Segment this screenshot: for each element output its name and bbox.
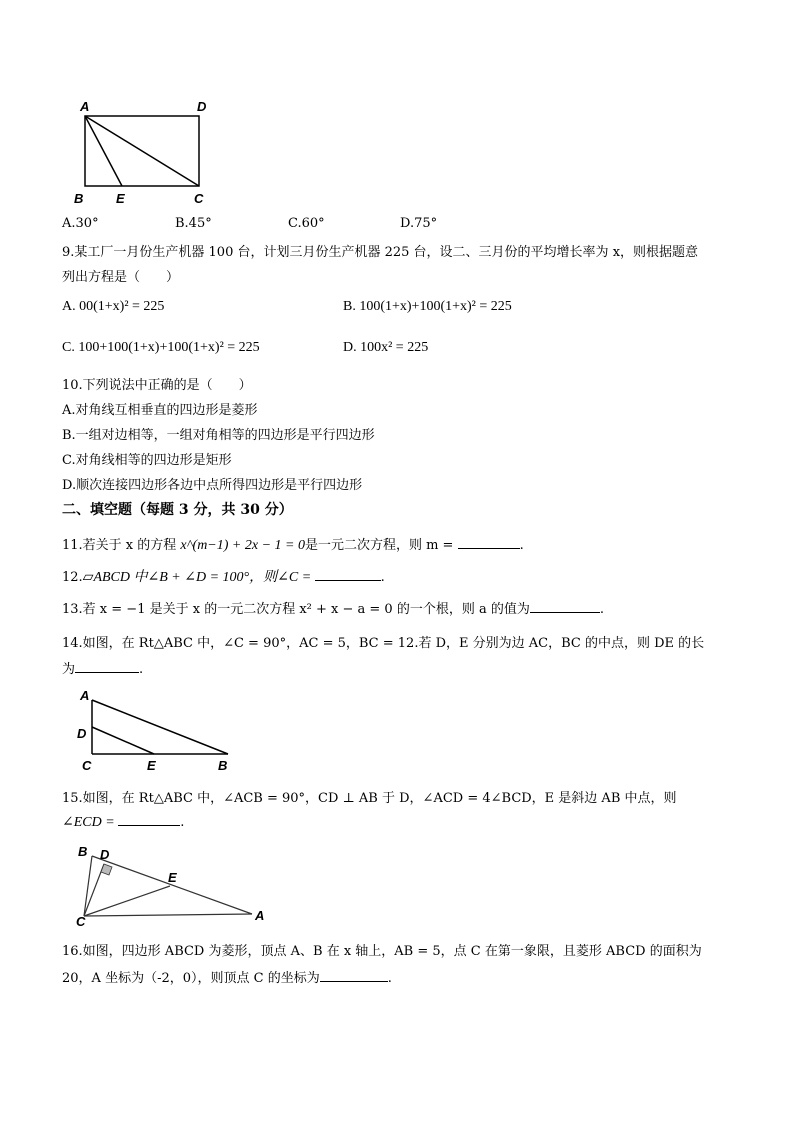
label-b: B (78, 844, 88, 859)
label-c: C (82, 758, 92, 773)
q16-answer-blank[interactable] (320, 969, 388, 982)
label-b: B (218, 758, 228, 773)
right-angle-mark (101, 864, 112, 875)
right-triangle-figure-q15 (72, 842, 272, 928)
q14-line2-text: 为 (62, 662, 76, 677)
right-triangle-figure-q14 (72, 686, 242, 774)
q16-line2-text: 20，A 坐标为（-2，0），则顶点 C 的坐标为 (62, 971, 320, 986)
q9-option-d: D. 100x² = 225 (343, 340, 429, 355)
q9-option-c: C. 100+100(1+x)+100(1+x)² = 225 (62, 340, 260, 355)
label-a: A (80, 99, 90, 114)
q10-option-a: A.对角线互相垂直的四边形是菱形 (62, 403, 258, 418)
label-d: D (77, 726, 87, 741)
label-c: C (76, 914, 86, 928)
q11-text-post: 是一元二次方程，则 m = (304, 538, 458, 553)
label-d: D (197, 99, 207, 114)
q9-option-b: B. 100(1+x)+100(1+x)² = 225 (343, 299, 512, 314)
q14-answer-blank[interactable] (75, 660, 139, 673)
q11-text-pre: 11.若关于 x 的方程 (62, 538, 181, 553)
q12-number: 12. (62, 570, 83, 585)
q12-answer-blank[interactable] (315, 568, 381, 581)
q14-stem-line2: 为 . (62, 662, 144, 677)
label-c: C (194, 191, 204, 206)
q15-answer-blank[interactable] (118, 813, 180, 826)
q8-option-c: C.60° (288, 216, 325, 231)
q12-question: 12.▱ABCD 中∠B + ∠D = 100°，则∠C = . (62, 570, 385, 585)
q9-stem-line2: 列出方程是（ ） (62, 270, 180, 285)
q13-question: 13.若 x = −1 是关于 x 的一元二次方程 x² + x − a = 0 的一个根，则 a 的值为 . (62, 602, 604, 617)
label-a: A (80, 688, 90, 703)
q10-option-b: B.一组对边相等，一组对角相等的四边形是平行四边形 (62, 428, 375, 443)
q8-option-d: D.75° (400, 216, 438, 231)
label-b: B (74, 191, 84, 206)
q10-option-c: C.对角线相等的四边形是矩形 (62, 453, 232, 468)
label-d: D (100, 847, 110, 862)
q11-answer-blank[interactable] (458, 536, 520, 549)
q13-text: 13.若 x = −1 是关于 x 的一元二次方程 x² + x − a = 0 的一个根，则 a 的值为 (62, 602, 530, 617)
q15-line2-text: ∠ECD = (62, 815, 119, 830)
label-e: E (116, 191, 125, 206)
q15-stem-line1: 15.如图，在 Rt△ABC 中，∠ACB = 90°，CD ⊥ AB 于 D，∠ACD = 4∠BCD，E 是斜边 AB 中点，则 (62, 791, 677, 806)
q11-equation: x^(m−1) + 2x − 1 = 0 (180, 538, 305, 553)
q12-text: ▱ABCD 中∠B + ∠D = 100°，则∠C = (82, 570, 315, 585)
q16-stem-line1: 16.如图，四边形 ABCD 为菱形，顶点 A、B 在 x 轴上，AB = 5，点 C 在第一象限，且菱形 ABCD 的面积为 (62, 944, 702, 959)
q9-stem-line1: 9.某工厂一月份生产机器 100 台，计划三月份生产机器 225 台，设二、三月份的平均增长率为 x，则根据题意 (62, 245, 699, 260)
label-e: E (147, 758, 156, 773)
q13-answer-blank[interactable] (530, 600, 600, 613)
q14-stem-line1: 14.如图，在 Rt△ABC 中，∠C = 90°，AC = 5，BC = 12.若 D，E 分别为边 AC，BC 的中点，则 DE 的长 (62, 636, 705, 651)
q10-option-d: D.顺次连接四边形各边中点所得四边形是平行四边形 (62, 478, 363, 493)
section-title-fill-in: 二、填空题（每题 3 分，共 30 分） (62, 502, 293, 518)
side-ab (92, 700, 228, 754)
segment-ac (85, 116, 199, 186)
q15-stem-line2: ∠ECD = . (62, 815, 185, 830)
q11-question: 11.若关于 x 的方程 x^(m−1) + 2x − 1 = 0是一元二次方程，则 m = . (62, 538, 524, 553)
side-ca (84, 914, 252, 916)
rectangle-figure (70, 96, 220, 208)
segment-de (92, 727, 154, 754)
q10-stem: 10.下列说法中正确的是（ ） (62, 378, 252, 393)
q9-option-a: A. 00(1+x)² = 225 (62, 299, 165, 314)
segment-ce (84, 886, 170, 916)
label-e: E (168, 870, 177, 885)
q8-option-b: B.45° (175, 216, 212, 231)
q16-stem-line2: 20，A 坐标为（-2，0），则顶点 C 的坐标为 . (62, 971, 392, 986)
q8-option-a: A.30° (62, 216, 99, 231)
label-a: A (255, 908, 265, 923)
